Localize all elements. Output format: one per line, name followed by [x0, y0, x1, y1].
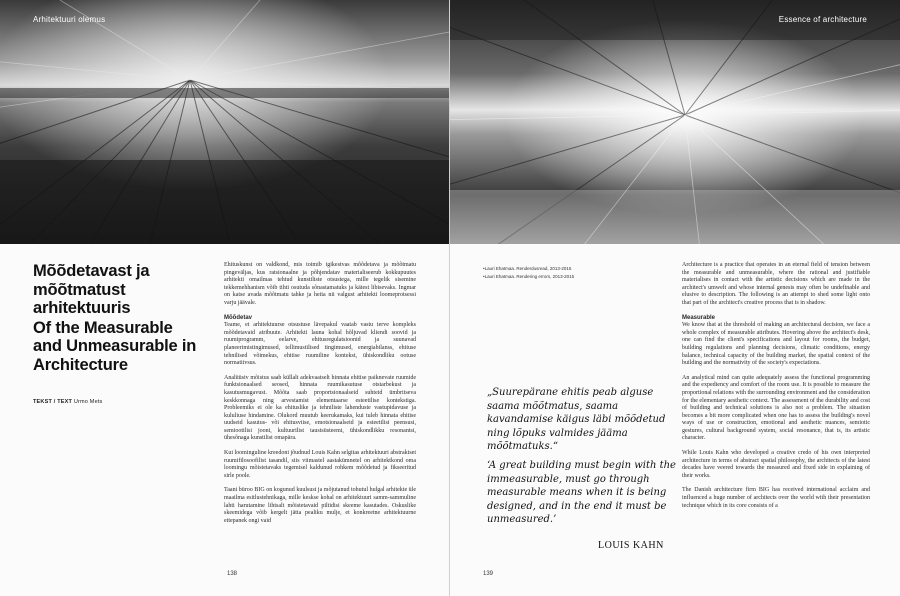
running-head: Arhitektuuri olemus [33, 15, 106, 24]
page-number: 139 [483, 571, 494, 577]
image-captions [483, 265, 574, 280]
body-text-estonian [224, 262, 416, 532]
pull-quote [487, 386, 677, 532]
left-hero-image [0, 0, 449, 244]
paragraph: Kui loominguline kreedoni jõudnud Louis Kahn selgitas arhitektuuri abstraktset ruumifilosoofilist tasandil, siis viimastel aastakümnetel on arhitektkond oma loomingu mõistetavaks tegemisel kaldunud rohkem mõõdetud ja fikseeritud sirle poole. [224, 450, 416, 479]
paragraph: Analüüsiv mõistus saab küllalt adekvaatselt hinnata ehitise paiknevate ruumide funktsionaalsed seosed, hinnata ruumikasutuse otstarbekust ja kasutusmugavust. Mõõta saab proportsionaalseid suhteid ümbritseva keskkonnaga ning arvestamist elementaarse esteetilise kontekstiga. Probleemiks ei ole ka ehituslike ja tehniliste lahenduste vastupidavuse ja kululiuse hindamine. Olukord muutub keerukamaks, kui tuleb hinnata ehitise uudseid kasutus- või ehitusviise, emotsionaalseid ja esteetilisi peensusi, semiootilisi jooni, kultuurilist taustsüsteemi, ühiskondlikku resonantsi, ühesõnaga kunstilist omapära. [224, 374, 416, 442]
paragraph: Architecture is a practice that operates in an eternal field of tension between the measurable and unmeasurable, where the rational and justifiable materialises in contact with the artistic decisions which are made in the architect's umwelt and whose internal genesis may often be undefinable and elusive to description. The following is an attempt to shed some light onto that part of the architect's creative process that is in shadow. [682, 262, 870, 306]
paragraph: We know that at the threshold of making an architectural decision, we face a whole complex of measurable attributes. Hovering above the architect's desk, one can find the client's specifications and layout for rooms, the budget, building regulations and planning decisions, climatic conditions, energy balance, technical capacity of the building market, the spatial context of the building and the normativity of the society's expectations. [682, 322, 870, 367]
quote-author: LOUIS KAHN [598, 540, 664, 551]
paragraph: While Louis Kahn who developed a creative credo of his own interpreted architecture in terms of abstract spatial philosophy, the architects of the latest decades have veered towards the measured and fixed side in explaining of their works. [682, 450, 870, 479]
quote-estonian: „Suurepärane ehitis peab alguse saama mõõtmatus, saama kavandamise käigus läbi mõõdetud ning lõpuks valmides jääma mõõtmatuks.“ [487, 387, 666, 453]
byline-label: TEKST / TEXT [33, 399, 73, 405]
caption-english: • Lauri Ehatmaa. Rendering errors, 2013-2015 [483, 273, 574, 281]
subheading: Mõõdetav [224, 314, 253, 321]
title-english: Of the Measurable and Unmeasurable in Architecture [33, 318, 197, 374]
caption-estonian: • Lauri Ehatmaa. Renderdusread, 2013-2015 [483, 265, 574, 273]
running-head: Essence of architecture [778, 15, 867, 24]
right-page [450, 0, 900, 596]
subheading: Measurable [682, 314, 716, 321]
right-hero-image [450, 0, 900, 244]
article-title [33, 262, 203, 374]
paragraph: The Danish architecture firm BIG has received international acclaim and influenced a huge number of architects over the world with their presentation technique which in its core consists of a [682, 487, 870, 509]
paragraph: Taani büroo BIG on kogunud kuulsust ja mõjutanud tohutul hulgal arhitekte üle maailma esitlustehnikaga, mille keskse kohal on arhitektuuri samm-sammuline lahti harutamine lihtsalt mõistetavaid piltidisi skeeme kasutades. Oskuslike skeemidega võib kergelt jätta pealiku mulje, et konkreetne arhitektuurne ettepanek ongi vaid [224, 487, 416, 524]
title-estonian: Mõõdetavast ja mõõtmatust arhitektuuris [33, 262, 150, 317]
byline-author: Urmo Mets [73, 399, 103, 405]
quote-english: ‘A great building must begin with the immeasurable, must go through measurable means when it is being designed, and in the end it must be unmeasured.’ [487, 459, 676, 526]
paragraph: An analytical mind can quite adequately assess the functional programming and the expediency and comfort of the room use. It is possible to measure the proportional relations with the surrounding environment and the consideration for the elementary aesthetic context. The assessment of the durability and cost of building and technical solutions is also not a problem. The situation becomes a bit more complicated when one has to assess the building's novel ways of use or construction, emotional and aesthetic nuances, semiotic gestures, cultural background system, social resonance, that is, its artistic character. [682, 374, 870, 442]
paragraph: Teame, et arhitektuurse otsustuse lävepakul vaatab vastu terve kompleks mõõdetavaid atribuute. Arhitekti launa kohal hõljuvad kliendi soovid ja ruumiprogramm, eelarve, ehitusregulatsioonid ja suunavad planeerimistingimused, tellimustilised tingimused, energiabilanss, ehituse tehnilised võimekus, ehitise ruumiline kontekst, ühiskondliku ootuse normatiivsus. [224, 322, 416, 367]
paragraph: Ehituskunst on valdkond, mis toimib igikestvas mõõdetava ja mõõtmatu pingeväljas, kus ratsionaalne ja põhjendatav materialiseerub kokkupuutes arhitekti omailmas tehtud kunstiliste otsustega, mille tegelik sisemine tekkemehhanism võib tihti osutuda sõnastamatuks ja kätest libisevaks. Ingmar on katse avada mõõtmatu tahke ja heita nii valgust arhitekti loomeprotsessi varju jäävale. [224, 262, 416, 306]
body-text-english [682, 262, 870, 517]
page-number: 138 [227, 571, 238, 577]
byline [33, 399, 103, 405]
